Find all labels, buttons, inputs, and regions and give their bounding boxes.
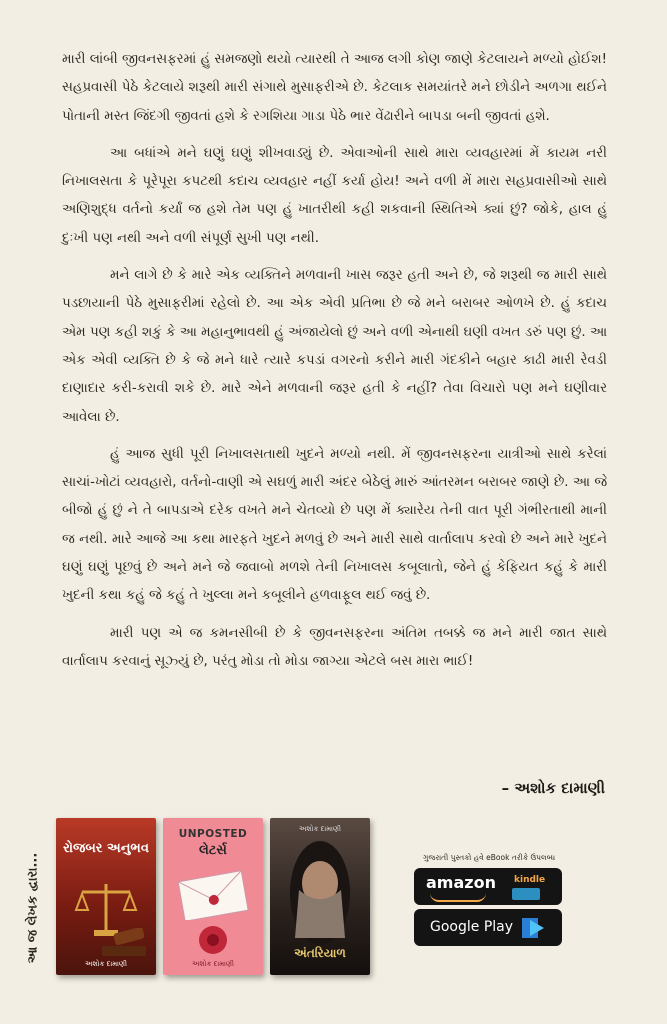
paragraph-4: હું આજ સુધી પૂરી નિખાલસતાથી ખુદને મળ્યો નથી. મેં જીવનસફરના યાત્રીઓ સાથે કરેલાં સાચાં-ખોટાં વ્યવહારો, વર્તનો-વાણી એ સઘળું મારી અંદર બેઠેલું મારું આંતરમન બરાબર જાણે છે. આ જે બીજો હું છું ને તે બાપડાએ દરેક વખતે મને ચેતવ્યો છે પણ મેં ક્યારેય તેની વાત પૂરી ગંભીરતાથી માની જ નથી. મારે આજે આ કથા મારફતે ખુદને મળવું છે અને મારી સાથે વાર્તાલાપ કરવો છે અને મારે ખુદને ઘણું ઘણું પૂછવું છે અને મને જે જવાબો મળશે તેની નિખાલસ કબૂલાતો, જેને હું કેફિયત કહું કે મારી ખુદની કથા કહું જે કહું તે ખુલ્લા મને કબૂલીને હળવાફૂલ થઈ જવું છે. (62, 446, 607, 604)
kindle-label: kindle (514, 875, 546, 885)
veiled-face-icon (285, 838, 355, 948)
book-2-author: અશોક દામાણી (191, 960, 235, 968)
side-label-text: આ જ લેખક દ્વારા... (25, 852, 41, 964)
envelope-icon (177, 870, 249, 920)
amazon-smile-icon (430, 893, 486, 902)
amazon-label: amazon (426, 873, 496, 892)
paragraph-3: મને લાગે છે કે મારે એક વ્યક્તિને મળવાની ખાસ જરૂર હતી અને છે, જે શરૂથી જ મારી સાથે પડછાયાની પેઠે મુસાફરીમાં રહેલો છે. આ એક એવી પ્રતિભા છે જે મને બરાબર ઓળખે છે. હું કદાચ એમ પણ કહી શકું કે આ મહાનુભાવથી હું અંજાયેલો છું અને વળી એનાથી ઘણી વખત ડરું પણ છું. આ એક એવી વ્યક્તિ છે કે જે મને ધારે ત્યારે કપડાં વગરનો કરીને મારી ગંદકીને બહાર કાઢી મારી રેવડી દાણાદાર કરી-કરાવી શકે છે. મારે એને મળવાની જરૂર હતી કે નહીં? તેવા વિચારો પણ મને ઘણીવાર આવેલા છે. (62, 268, 607, 425)
amazon-kindle-button[interactable] (414, 868, 562, 905)
book-1-title: રોજબર અનુભવ (63, 841, 149, 856)
book-cover-3[interactable] (270, 818, 370, 975)
book-cover-1[interactable] (56, 818, 156, 975)
book-1-author: અશોક દામાણી (84, 960, 128, 968)
body-text (62, 46, 607, 685)
book-3-author: અશોક દામાણી (298, 825, 342, 833)
google-play-button[interactable] (414, 909, 562, 946)
paragraph-1: મારી લાંબી જીવનસફરમાં હું સમજણો થયો ત્યારથી તે આજ લગી કોણ જાણે કેટલાયને મળ્યો હોઈશ! સહપ્રવાસી પેઠે કેટલાયે શરૂથી મારી સંગાથે મુસાફરીએ છે. કેટલાક સમયાંતરે મને છોડીને અળગા થઈને પોતાની મસ્ત જિંદગી જીવતાં હશે કે રગશિયા ગાડા પેઠે ભાર વેંઢારીને બાપડા બની જીવતાં હશે. (62, 52, 607, 124)
flower-icon (195, 922, 231, 958)
book-3-title: અંતરિયાળ (294, 946, 346, 960)
kindle-icon (512, 888, 540, 900)
side-label (20, 818, 46, 998)
book-cover-2[interactable] (163, 818, 263, 975)
google-play-label: Google Play (430, 919, 514, 935)
google-play-books-icon (518, 914, 546, 942)
author-signature: – અશોક દામાણી (501, 779, 605, 797)
paragraph-5: મારી પણ એ જ કમનસીબી છે કે જીવનસફરના અંતિમ તબક્કે જ મને મારી જાત સાથે વાર્તાલાપ કરવાનું સૂઝ્યું છે, પરંતુ મોડા તો મોડા જાગ્યા એટલે બસ મારા ભાઈ! (62, 625, 607, 669)
gavel-icon (96, 928, 152, 958)
book-2-title: લેટર્સ (199, 843, 227, 858)
paragraph-2: આ બધાંએ મને ઘણું ઘણું શીખવાડ્યું છે. એવાઓની સાથે મારા વ્યવહારમાં મેં કાયમ નરી નિખાલસતા કે પૂરેપૂરા કપટથી કદાચ વ્યવહાર નહીં કર્યા હોય! અને વળી મેં મારા સહપ્રવાસીઓ સાથે અણિશુદ્ધ વર્તનો કર્યાં જ હશે તેમ પણ હું ખાતરીથી કહી શકવાની સ્થિતિએ ક્યાં છું? જોકે, હાલ હું દુઃખી પણ નથી અને વળી સંપૂર્ણ સુખી પણ નથી. (62, 145, 607, 246)
ebook-tagline: ગુજરાતી પુસ્તકો હવે eBook તરીકે ઉપલબ્ધ (422, 853, 556, 862)
book-2-title-en: UNPOSTED (178, 828, 248, 840)
